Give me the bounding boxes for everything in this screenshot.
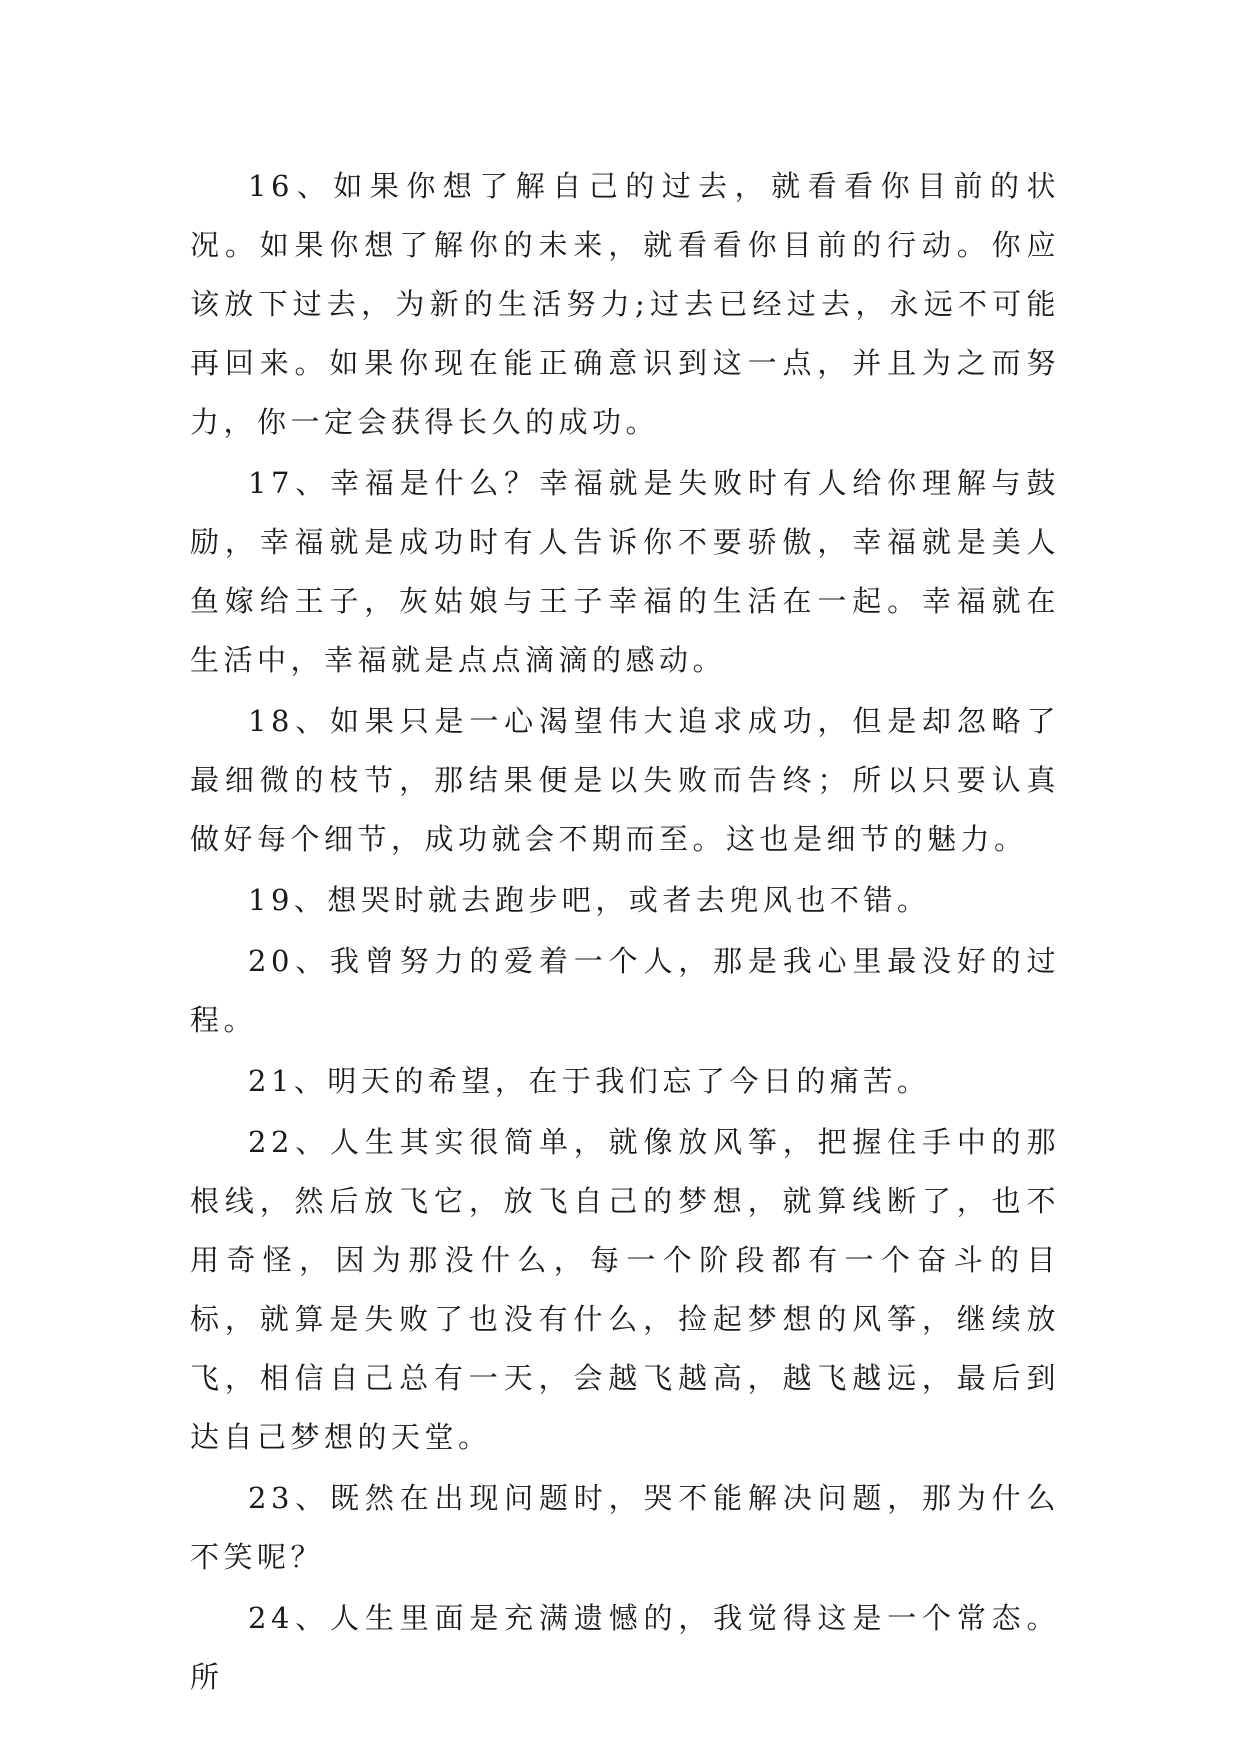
paragraph-24: 24、人生里面是充满遗憾的，我觉得这是一个常态。所 [190,1601,1060,1694]
paragraph-16: 16、如果你想了解自己的过去，就看看你目前的状况。如果你想了解你的未来，就看看你目前的行动。你应该放下过去，为新的生活努力;过去已经过去，永远不可能再回来。如果你现在能正确意识到这一点，并且为之而努力，你一定会获得长久的成功。 [190,169,1060,439]
document-body [190,157,1060,1709]
paragraph-20: 20、我曾努力的爱着一个人，那是我心里最没好的过程。 [190,944,1060,1037]
paragraph-17: 17、幸福是什么？幸福就是失败时有人给你理解与鼓励，幸福就是成功时有人告诉你不要骄傲，幸福就是美人鱼嫁给王子，灰姑娘与王子幸福的生活在一起。幸福就在生活中，幸福就是点点滴滴的感动。 [190,466,1060,677]
paragraph-19: 19、想哭时就去跑步吧，或者去兜风也不错。 [248,883,931,917]
paragraph-18: 18、如果只是一心渴望伟大追求成功，但是却忽略了最细微的枝节，那结果便是以失败而告终；所以只要认真做好每个细节，成功就会不期而至。这也是细节的魅力。 [190,704,1060,856]
paragraph-22: 22、人生其实很简单，就像放风筝，把握住手中的那根线，然后放飞它，放飞自己的梦想，就算线断了，也不用奇怪，因为那没什么，每一个阶段都有一个奋斗的目标，就算是失败了也没有什么，捡起梦想的风筝，继续放飞，相信自己总有一天，会越飞越高，越飞越远，最后到达自己梦想的天堂。 [190,1125,1060,1454]
paragraph-23: 23、既然在出现问题时，哭不能解决问题，那为什么不笑呢？ [190,1481,1060,1574]
paragraph-21: 21、明天的希望，在于我们忘了今日的痛苦。 [248,1064,931,1098]
